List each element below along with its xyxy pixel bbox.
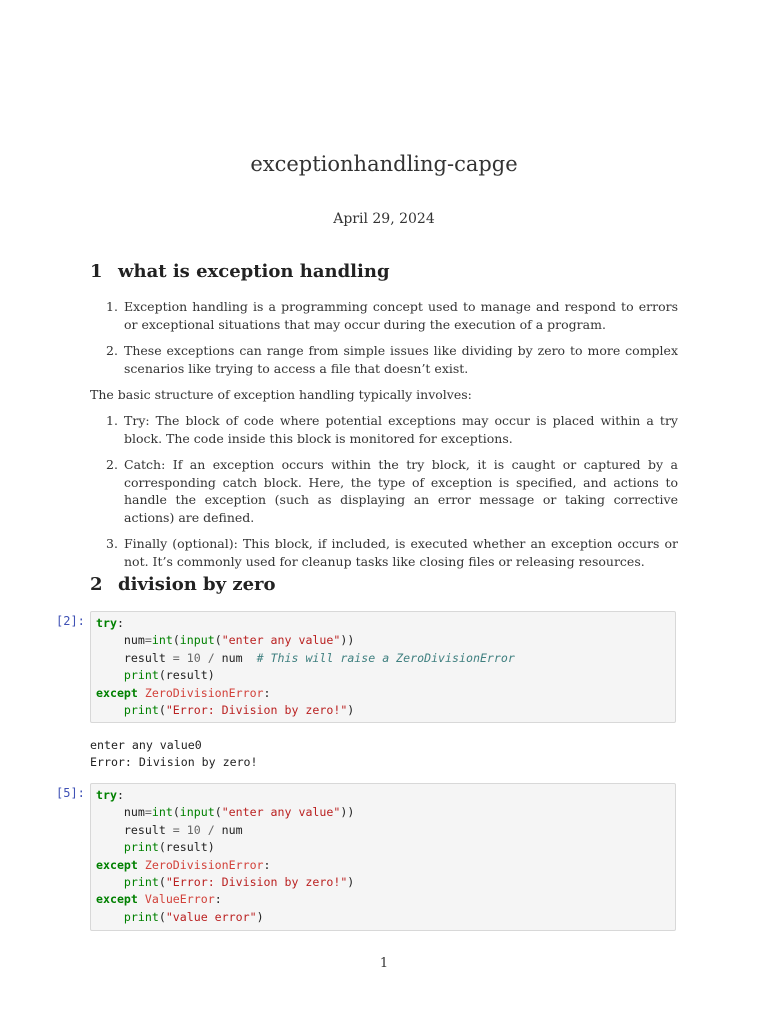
code-token: result — [96, 822, 173, 837]
code-token: : — [116, 616, 124, 630]
code-token: : — [263, 685, 271, 700]
code-token — [180, 823, 187, 837]
code-cell[interactable] — [90, 611, 676, 723]
code-token — [96, 668, 124, 682]
code-token: ( — [214, 805, 222, 820]
code-token: int — [151, 633, 173, 648]
list-marker: 1. — [106, 413, 118, 428]
code-token: except — [96, 857, 138, 872]
code-line — [96, 839, 670, 856]
code-token: "enter any value" — [221, 805, 341, 820]
code-block[interactable] — [96, 615, 670, 719]
code-token: "Error: Division by zero!" — [165, 875, 348, 890]
code-token: int — [151, 805, 173, 820]
code-token: print — [123, 840, 159, 855]
code-token: )) — [340, 805, 355, 820]
list-marker: 2. — [106, 457, 118, 472]
code-token: num — [96, 633, 145, 648]
code-token: ( — [214, 633, 222, 648]
section-1-number: 1 — [90, 261, 103, 282]
code-token — [180, 651, 187, 665]
list-item-text: Catch: If an exception occurs within the try block, it is caught or captured by a corresponding catch block. Here, the type of exception is specified, and actions to handle the exception (such as displaying an error message or taking corrective actions) are defined. — [124, 457, 678, 525]
document-title: exceptionhandling-capge — [250, 152, 518, 176]
section-1-heading — [90, 261, 390, 282]
code-token: "Error: Division by zero!" — [165, 703, 348, 718]
code-token — [96, 875, 124, 889]
code-cell[interactable] — [90, 783, 676, 931]
code-token: ( — [158, 875, 166, 890]
code-line — [96, 685, 670, 702]
code-token: except — [96, 892, 138, 907]
code-token: ( — [158, 909, 166, 924]
section-1-title: what is exception handling — [118, 261, 390, 282]
code-token — [138, 858, 145, 872]
code-token: except — [96, 685, 138, 700]
code-token: ValueError — [144, 892, 215, 907]
code-token — [201, 651, 208, 665]
list-item-text: These exceptions can range from simple issues like dividing by zero to more complex scenarios like trying to access a file that doesn’t exist. — [124, 343, 678, 376]
code-token: = — [144, 633, 152, 648]
code-line — [96, 702, 670, 719]
code-token: num — [214, 650, 257, 665]
code-token: : — [263, 857, 271, 872]
list-item — [90, 412, 678, 447]
code-token — [201, 823, 208, 837]
list-item — [90, 535, 678, 570]
cell-prompt: [2]: — [56, 614, 85, 628]
list-item-text: Try: The block of code where potential exceptions may occur is placed within a try block. The code inside this block is monitored for exceptions. — [124, 413, 678, 446]
code-token: = — [172, 650, 180, 665]
code-token: ( — [172, 633, 180, 648]
code-token: ( — [158, 703, 166, 718]
code-line — [96, 804, 670, 821]
code-token: 10 — [186, 650, 201, 665]
code-line — [96, 822, 670, 839]
code-token: ) — [347, 703, 355, 718]
code-token: / — [207, 650, 215, 665]
code-token: "value error" — [165, 909, 257, 924]
code-token: # This will raise a ZeroDivisionError — [256, 650, 515, 665]
code-token: ZeroDivisionError — [144, 857, 264, 872]
code-token: print — [123, 875, 159, 890]
code-token: input — [179, 805, 215, 820]
code-token — [138, 686, 145, 700]
section-2-number: 2 — [90, 574, 103, 595]
list-item-text: Exception handling is a programming concept used to manage and respond to errors or exceptional situations that may occur during the execution of a program. — [124, 299, 678, 332]
code-token: try — [96, 788, 117, 802]
code-token: num — [214, 822, 243, 837]
code-token: ) — [347, 875, 355, 890]
list-item — [90, 342, 678, 377]
code-token — [138, 892, 145, 906]
code-block[interactable] — [96, 787, 670, 926]
code-token: / — [207, 822, 215, 837]
code-token: ( — [172, 805, 180, 820]
code-line — [96, 650, 670, 667]
code-line — [96, 857, 670, 874]
code-line — [96, 787, 670, 804]
list-marker: 3. — [106, 536, 118, 551]
code-token: input — [179, 633, 215, 648]
code-line — [96, 874, 670, 891]
section-1-list-2 — [90, 412, 678, 579]
code-token: (result) — [158, 840, 215, 855]
code-token: num — [96, 805, 145, 820]
list-item — [90, 298, 678, 333]
list-item — [90, 456, 678, 526]
section-2-heading — [90, 574, 276, 595]
section-1-list-1 — [90, 298, 678, 386]
section-2-title: division by zero — [118, 574, 276, 595]
code-line — [96, 909, 670, 926]
structure-intro-paragraph: The basic structure of exception handling typically involves: — [90, 387, 472, 402]
code-token — [96, 910, 124, 924]
page-number: 1 — [379, 956, 389, 971]
list-item-text: Finally (optional): This block, if included, is executed whether an exception occurs or not. It’s commonly used for cleanup tasks like closing files or releasing resources. — [124, 536, 678, 569]
code-token: print — [123, 909, 159, 924]
code-token: print — [123, 668, 159, 683]
code-token — [96, 703, 124, 717]
code-token: )) — [340, 633, 355, 648]
code-token: try — [96, 616, 117, 630]
code-token — [96, 840, 124, 854]
code-token: 10 — [186, 822, 201, 837]
cell-prompt: [5]: — [56, 786, 85, 800]
code-line — [96, 891, 670, 908]
code-token: : — [214, 892, 222, 907]
code-token: (result) — [158, 668, 215, 683]
code-token: ZeroDivisionError — [144, 685, 264, 700]
code-token: = — [144, 805, 152, 820]
cell-output: enter any value0 Error: Division by zero! — [90, 738, 258, 770]
code-line — [96, 632, 670, 649]
document-date: April 29, 2024 — [333, 211, 435, 227]
list-marker: 1. — [106, 299, 118, 314]
list-marker: 2. — [106, 343, 118, 358]
code-token: "enter any value" — [221, 633, 341, 648]
code-token: print — [123, 703, 159, 718]
code-line — [96, 667, 670, 684]
code-token: result — [96, 650, 173, 665]
code-token: : — [116, 788, 124, 802]
code-token: = — [172, 822, 180, 837]
code-token: ) — [256, 909, 264, 924]
code-line — [96, 615, 670, 632]
